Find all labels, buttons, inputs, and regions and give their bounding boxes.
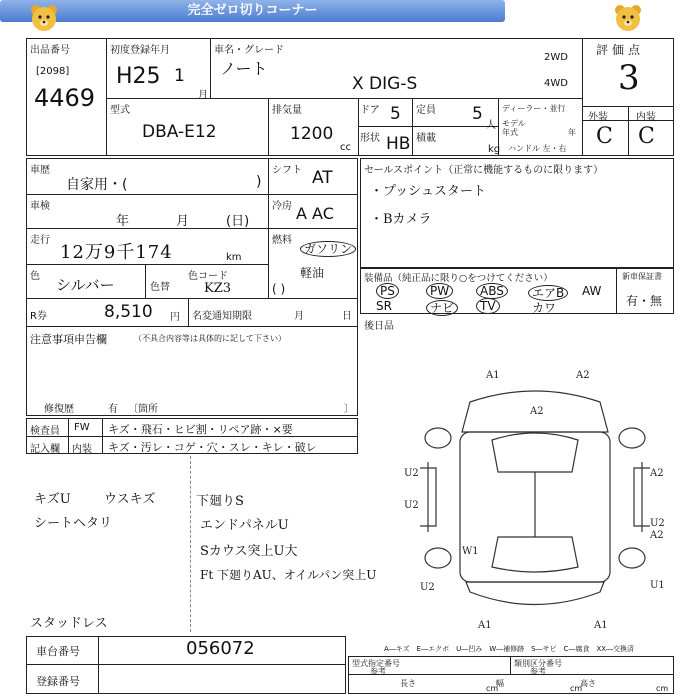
- drive-2wd: 2WD: [544, 52, 568, 63]
- transfer-label: 名変通知期限: [192, 311, 252, 322]
- diagram-mark: U2: [420, 582, 435, 593]
- equip-airbag: エアB: [528, 284, 568, 301]
- interior-label: 内装: [636, 112, 656, 123]
- equip-leather: カワ: [532, 301, 557, 315]
- first-registration-month: 1: [174, 66, 185, 86]
- history-close: ): [256, 174, 262, 190]
- repair-close: 〕: [344, 404, 354, 415]
- equip-aw: AW: [582, 284, 602, 298]
- year-label: 年式: [502, 128, 518, 137]
- equip-tv: TV: [476, 299, 500, 313]
- sales-label: セールスポイント（正常に機能するものに限ります）: [364, 165, 604, 176]
- width-unit: cm: [570, 684, 583, 693]
- diagram-mark: A2: [650, 468, 664, 479]
- color-label: 色: [30, 271, 40, 282]
- transfer-day: 日: [342, 311, 352, 322]
- exterior-score: C: [596, 124, 613, 149]
- width-label: 幅: [496, 679, 504, 688]
- car-grade: X DIG-S: [352, 74, 418, 94]
- warranty-value: 有・無: [626, 294, 663, 308]
- interior-row-label: 内装: [72, 444, 92, 455]
- notes-label: 注意事項申告欄: [30, 333, 107, 346]
- notes-sub: （不具合内容等は具体的に記して下さい）: [134, 334, 286, 343]
- sales-item-1: ・プッシュスタート: [370, 184, 486, 199]
- load-label: 積載: [416, 133, 436, 144]
- class-ref: 参考: [530, 667, 546, 676]
- class-label: 類別区分番号: [514, 659, 562, 668]
- color-code: KZ3: [204, 281, 232, 296]
- load-unit: kg: [488, 144, 501, 155]
- displacement-unit: cc: [340, 142, 351, 153]
- hw-note-6: Sカウス突上U大: [200, 544, 298, 559]
- interior-items: キズ・汚レ・コゲ・穴・スレ・キレ・破レ: [108, 441, 317, 454]
- ac-label: 冷房: [272, 201, 292, 212]
- year-unit: 年: [568, 128, 576, 137]
- chassis-number: 056072: [186, 638, 255, 659]
- doors-value: 5: [390, 104, 401, 124]
- repair-place: 〔箇所: [128, 404, 158, 415]
- shift-label: シフト: [272, 165, 302, 176]
- equip-sr: SR: [376, 299, 392, 313]
- inspector-label-1: 検査員: [30, 426, 60, 437]
- lot-label: 出品番号: [30, 45, 70, 56]
- diagram-mark: A2: [650, 530, 664, 541]
- fuel-diesel: 軽油: [300, 266, 325, 280]
- fuel-other: ( ): [272, 282, 286, 296]
- registration-label: 登録番号: [36, 675, 80, 688]
- bear-mascot-icon: [612, 2, 644, 34]
- hw-note-5: エンドパネルU: [200, 518, 289, 533]
- recycle-value: 8,510: [104, 302, 153, 322]
- capacity-label: 定員: [416, 105, 436, 116]
- diagram-mark: A2: [576, 370, 590, 381]
- hw-note-studless: スタッドレス: [30, 616, 108, 631]
- hw-note-1: キズU: [34, 492, 71, 507]
- color-code-label: 色コード: [188, 271, 228, 282]
- drive-4wd: 4WD: [544, 78, 568, 89]
- inspection-month: 月: [176, 214, 190, 229]
- transfer-month: 月: [294, 311, 304, 322]
- diagram-mark: U2: [404, 468, 419, 479]
- designation-ref: 参考: [370, 667, 386, 676]
- warranty-label: 新車保証書: [622, 272, 662, 281]
- car-damage-diagram: [400, 362, 670, 642]
- diagram-mark: A2: [530, 406, 544, 417]
- diagram-mark: A1: [486, 370, 500, 381]
- diagram-mark: A1: [478, 620, 492, 631]
- equipment-label: 装備品（純正品に限り○をつけてください）: [364, 273, 553, 284]
- damage-legend: A―キズ E―エクボ U―凹み W―補修跡 S―サビ C―腐食 XX―交換済: [384, 645, 635, 653]
- equip-abs: ABS: [476, 284, 508, 298]
- score-value: 3: [618, 58, 640, 98]
- diagram-mark: U2: [404, 500, 419, 511]
- equip-ps: PS: [376, 284, 399, 298]
- hw-note-2: シートヘタリ: [34, 516, 113, 531]
- diagram-mark: U1: [650, 580, 665, 591]
- mileage-label: 走行: [30, 235, 50, 246]
- inspector-label-2: 記入欄: [30, 444, 60, 455]
- first-registration-year: H25: [116, 64, 161, 89]
- banner-title: 完全ゼロ切りコーナー: [0, 0, 505, 22]
- doors-label: ドア: [360, 105, 380, 116]
- lot-code: [2098]: [36, 66, 70, 77]
- mileage-unit: km: [226, 252, 242, 263]
- hw-note-7: Ft 下廻りAU、オイルパン突上U: [200, 568, 377, 582]
- diagram-mark: W1: [462, 546, 479, 557]
- score-label: 評価点: [596, 43, 645, 57]
- shift-value: AT: [312, 168, 333, 188]
- first-registration-label: 初度登録年月: [110, 45, 170, 56]
- inspection-year: 年: [116, 214, 130, 229]
- exterior-label: 外装: [588, 112, 608, 123]
- shape-label: 形状: [360, 133, 380, 144]
- lot-number: 4469: [34, 84, 96, 112]
- shape-value: HB: [386, 134, 411, 154]
- fuel-label: 燃料: [272, 235, 292, 246]
- ac-value: A AC: [296, 204, 334, 223]
- hw-note-4: 下廻りS: [196, 494, 244, 509]
- equip-pw: PW: [426, 284, 453, 298]
- diagram-mark: A1: [594, 620, 608, 631]
- fuel-gas: ガソリン: [300, 240, 356, 257]
- height-label: 高さ: [580, 679, 596, 688]
- car-name-label: 車名・グレード: [214, 45, 284, 56]
- repair-value: 有: [108, 404, 118, 415]
- rear-seat-label: 後日品: [364, 321, 394, 332]
- dealer-label: ディーラー・並行: [502, 104, 566, 113]
- displacement-label: 排気量: [272, 105, 302, 116]
- recycle-label: R券: [30, 311, 47, 322]
- sales-item-2: ・Bカメラ: [370, 212, 432, 227]
- capacity-value: 5: [472, 104, 483, 124]
- equip-navi: ナビ: [426, 299, 458, 316]
- recycle-unit: 円: [170, 312, 180, 323]
- history-value: 自家用・(: [66, 177, 128, 193]
- color-value: シルバー: [56, 276, 115, 294]
- capacity-unit: 人: [486, 120, 496, 131]
- bear-mascot-icon: [28, 2, 60, 34]
- fw-label: FW: [74, 422, 90, 433]
- height-unit: cm: [656, 684, 669, 693]
- model-value: DBA-E12: [142, 122, 217, 142]
- length-label: 長さ: [400, 679, 416, 688]
- inspection-day: (日): [226, 214, 250, 229]
- model-label: 型式: [110, 105, 130, 116]
- fw-items: キズ・飛石・ヒビ割・リペア跡・×要: [108, 423, 293, 436]
- chassis-label: 車台番号: [36, 645, 80, 658]
- interior-score: C: [638, 124, 655, 149]
- repair-label: 修復歴: [44, 404, 74, 415]
- model-year-label: モデル: [502, 119, 526, 128]
- color-change-label: 色替: [150, 282, 170, 293]
- displacement-value: 1200: [290, 124, 334, 144]
- month-unit: 月: [198, 90, 208, 101]
- history-label: 車歴: [30, 165, 50, 176]
- inspection-label: 車検: [30, 201, 50, 212]
- designation-label: 型式指定番号: [352, 659, 400, 668]
- mileage-value: 12万9千174: [60, 242, 173, 263]
- car-name: ノート: [220, 59, 268, 78]
- diagram-mark: U2: [650, 518, 665, 529]
- length-unit: cm: [486, 684, 499, 693]
- hw-note-3: ウスキズ: [104, 492, 156, 507]
- handle-side: ハンドル 左・右: [508, 144, 567, 153]
